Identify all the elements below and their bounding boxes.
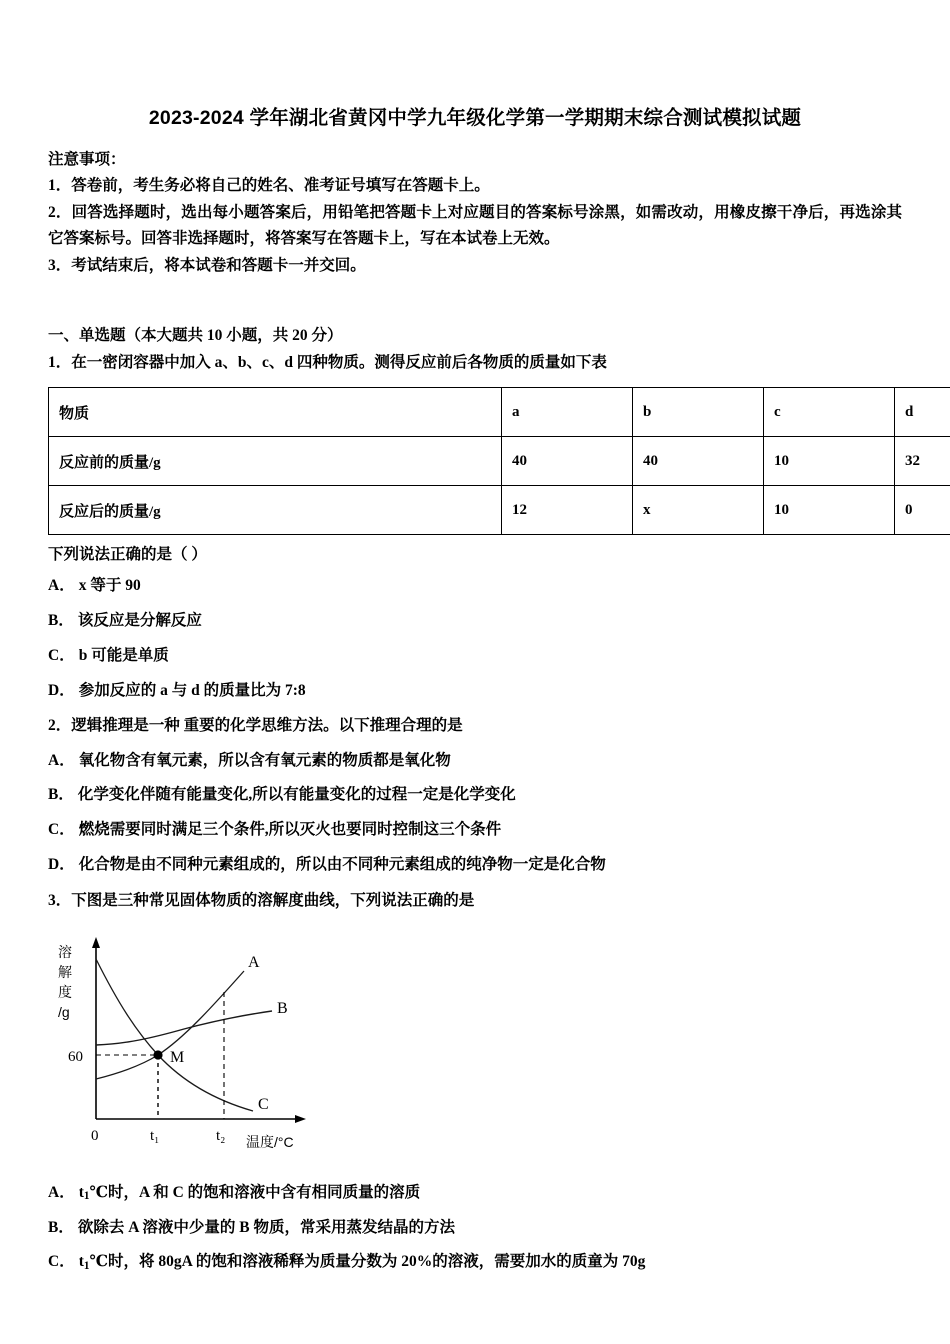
option-text: x 等于 90 [78,577,141,595]
question-2-option-b [48,778,902,813]
x-axis-title: 温度/°C [246,1133,294,1150]
point-m-marker [153,1050,162,1059]
curve-label-c: C [258,1095,269,1113]
question-1-stem: 1．在一密闭容器中加入 a、b、c、d 四种物质。测得反应前后各物质的质量如下表 [48,354,607,372]
table-cell-r0-c3: 10 [764,437,895,486]
table-cell-r1-c3: 10 [764,486,895,535]
question-3-option-a [48,1176,902,1211]
notice-line-2: 2．回答选择题时，选出每小题答案后，用铅笔把答题卡上对应题目的答案标号涂黑，如需改动，用橡皮擦干净后，再选涂其它答案标号。回答非选择题时，将答案写在答题卡上，写在本试卷上无效。 [48,203,902,248]
table-cell-header-3: c [764,388,895,437]
y-axis-arrow-icon [92,937,100,948]
y-axis-title-char-3: 度 [58,983,72,1000]
table-cell-r0-c4: 32 [895,437,950,486]
page-title: 2023-2024 学年湖北省黄冈中学九年级化学第一学期期末综合测试模拟试题 [148,107,802,129]
question-2-option-d [48,848,902,883]
table-row [49,486,950,535]
notice-line-1: 1．答卷前，考生务必将自己的姓名、准考证号填写在答题卡上。 [48,176,490,194]
solubility-curve-chart [48,931,348,1156]
option-subscript: 1 [83,1259,90,1272]
table-cell-header-0: 物质 [49,388,502,437]
option-label: B． [48,612,74,630]
table-cell-header-1: a [502,388,633,437]
question-1-option-a [48,569,902,604]
question-2-option-a [48,744,902,779]
curve-series-c [96,959,253,1111]
option-text: 化合物是由不同种元素组成的，所以由不同种元素组成的纯净物一定是化合物 [78,856,606,874]
option-text: 该反应是分解反应 [77,612,202,630]
curve-label-a: A [248,953,260,971]
question-1-prompt: 下列说法正确的是（ ） [48,546,207,564]
x-tick-label-0: 0 [91,1127,99,1144]
notice-line-3: 3．考试结束后，将本试卷和答题卡一并交回。 [48,256,366,274]
table-cell-r1-c0: 反应后的质量/g [49,486,502,535]
table-cell-r0-c0: 反应前的质量/g [49,437,502,486]
table-cell-r0-c1: 40 [502,437,633,486]
question-2-stem: 2．逻辑推理是一种 重要的化学思维方法。以下推理合理的是 [48,716,463,734]
table-cell-r1-c1: 12 [502,486,633,535]
option-subscript: 1 [83,1190,90,1203]
table-cell-r0-c2: 40 [633,437,764,486]
x-tick-label-t2: t₂ [216,1127,226,1144]
option-label: A． [48,577,75,595]
annotation-label-m: M [170,1048,185,1066]
option-text: 氧化物含有氧元素，所以含有氧元素的物质都是氧化物 [78,751,451,769]
y-axis-title-char-2: 解 [58,963,72,980]
option-label: B． [48,1218,74,1236]
y-axis-title-char-1: 溶 [58,943,72,960]
option-text: ℃时，将 80gA 的饱和溶液稀释为质量分数为 20%的溶液，需要加水的质童为 70g [89,1253,646,1271]
table-row [49,437,950,486]
question-3-option-b [48,1211,902,1246]
x-tick-label-t1: t₁ [150,1127,160,1144]
option-label: D． [48,856,75,874]
option-label: C． [48,1253,75,1271]
question-1-option-c [48,639,902,674]
option-label: C． [48,821,75,839]
y-tick-label-60: 60 [68,1048,83,1065]
notice-section [48,147,902,279]
option-label: D． [48,681,75,699]
option-label: A． [48,1183,75,1201]
table-cell-r1-c2: x [633,486,764,535]
question-1-option-b [48,604,902,639]
option-label: A． [48,751,75,769]
question-3-stem: 3．下图是三种常见固体物质的溶解度曲线，下列说法正确的是 [48,892,475,910]
option-text: 燃烧需要同时满足三个条件,所以灭火也要同时控制这三个条件 [78,821,502,839]
curve-label-b: B [277,999,288,1017]
section-spacer [48,286,902,322]
option-text: 参加反应的 a 与 d 的质量比为 7:8 [78,681,306,699]
option-text: 欲除去 A 溶液中少量的 B 物质，常采用蒸发结晶的方法 [77,1218,456,1236]
notice-heading: 注意事项： [48,151,126,169]
y-axis-title-char-4: /g [58,1003,70,1020]
solubility-curve-svg [48,931,348,1156]
option-text: 化学变化伴随有能量变化,所以有能量变化的过程一定是化学变化 [77,786,516,804]
option-text: ℃时，A 和 C 的饱和溶液中含有相同质量的溶质 [89,1183,421,1201]
option-label: B． [48,786,74,804]
table-cell-r1-c4: 0 [895,486,950,535]
chart-bottom-spacer [48,1160,902,1176]
section-heading-single-choice: 一、单选题（本大题共 10 小题，共 20 分） [48,326,343,344]
option-prefix: t [78,1183,84,1201]
x-axis-arrow-icon [295,1115,306,1123]
table-cell-header-2: b [633,388,764,437]
question-1-option-d [48,674,902,709]
curve-series-b [96,1011,272,1045]
option-label: C． [48,646,75,664]
option-text: b 可能是单质 [78,646,169,664]
question-2-option-c [48,813,902,848]
option-prefix: t [78,1253,84,1271]
question-3-option-c [48,1245,902,1280]
table-row-header [49,388,950,437]
question-1-table [48,387,950,535]
table-cell-header-4: d [895,388,950,437]
